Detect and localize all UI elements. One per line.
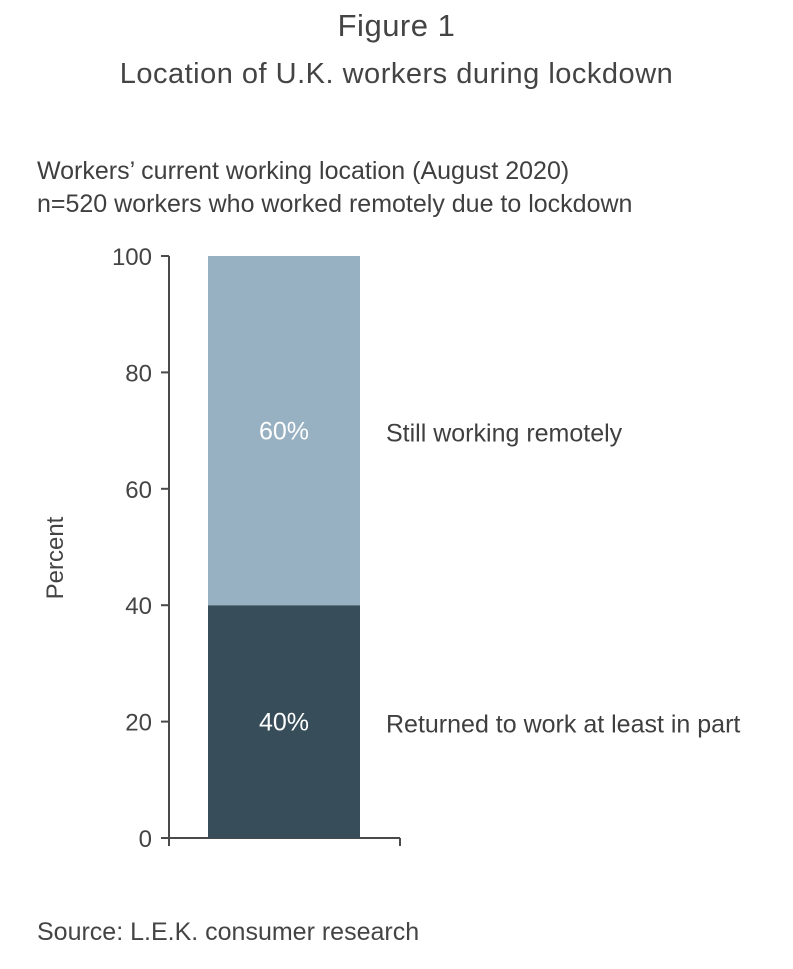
bar-segments bbox=[208, 256, 360, 838]
y-ticks bbox=[112, 244, 169, 853]
y-tick-label: 40 bbox=[125, 593, 152, 621]
figure-number: Figure 1 bbox=[337, 8, 456, 43]
series-labels bbox=[386, 420, 740, 739]
data-label-remote: 60% bbox=[258, 417, 310, 446]
series-label-returned: Returned to work at least in part bbox=[386, 710, 741, 739]
series-label-remote: Still working remotely bbox=[386, 419, 623, 448]
subtitle-line-2: n=520 workers who worked remotely due to lockdown bbox=[37, 190, 633, 218]
y-tick-label: 0 bbox=[138, 826, 152, 853]
y-tick-label: 80 bbox=[125, 360, 152, 388]
y-tick-label: 60 bbox=[125, 476, 152, 504]
source-note: Source: L.E.K. consumer research bbox=[37, 918, 420, 946]
chart-title: Location of U.K. workers during lockdown bbox=[119, 58, 674, 90]
y-tick-label: 100 bbox=[111, 244, 152, 271]
subtitle-line-1: Workers’ current working location (August 2020) bbox=[37, 157, 570, 185]
x-axis bbox=[169, 838, 400, 846]
data-label-returned: 40% bbox=[258, 708, 310, 737]
y-axis-label: Percent bbox=[42, 516, 69, 600]
y-tick-label: 20 bbox=[125, 709, 152, 737]
